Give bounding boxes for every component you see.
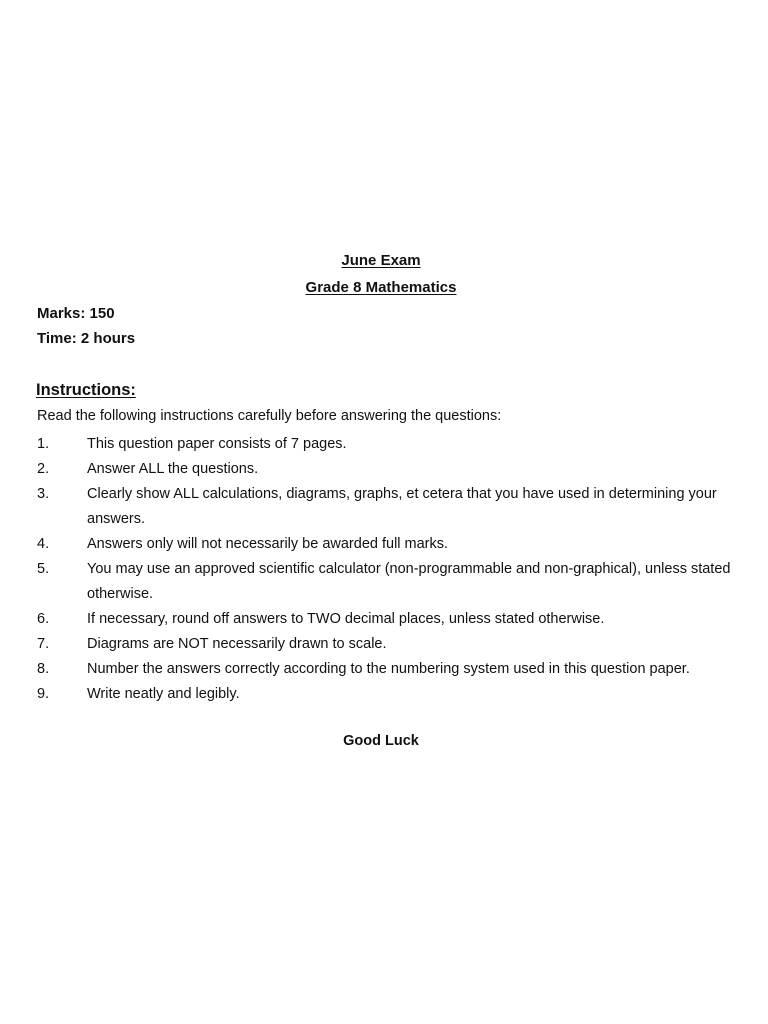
- instruction-text: If necessary, round off answers to TWO decimal places, unless stated otherwise.: [87, 611, 605, 627]
- time-label: Time: 2 hours: [37, 330, 136, 347]
- instruction-number: 9.: [37, 686, 50, 702]
- instruction-text: Write neatly and legibly.: [87, 686, 240, 702]
- instruction-number: 2.: [37, 461, 50, 477]
- instruction-number: 6.: [37, 611, 50, 627]
- instructions-heading: Instructions:: [36, 381, 136, 399]
- instruction-number: 8.: [37, 661, 50, 677]
- closing-message: Good Luck: [343, 733, 419, 749]
- instruction-item: [37, 632, 737, 657]
- instruction-number: 1.: [37, 436, 50, 452]
- marks-label: Marks: 150: [37, 305, 115, 322]
- exam-title-text: June Exam: [341, 252, 421, 269]
- instruction-item: [37, 457, 737, 482]
- instruction-text: Answer ALL the questions.: [87, 461, 259, 477]
- exam-subject-text: Grade 8 Mathematics: [305, 279, 457, 296]
- instruction-item: [37, 482, 737, 532]
- instruction-item: [37, 607, 737, 632]
- instruction-item: [37, 682, 737, 707]
- instructions-list: [37, 432, 737, 707]
- instruction-item: [37, 432, 737, 457]
- instruction-text: This question paper consists of 7 pages.: [87, 436, 347, 452]
- instruction-text: Answers only will not necessarily be awarded full marks.: [87, 536, 449, 552]
- exam-subject: [0, 279, 762, 297]
- instruction-text: Diagrams are NOT necessarily drawn to scale.: [87, 636, 387, 652]
- instruction-number: 4.: [37, 536, 50, 552]
- instruction-number: 5.: [37, 561, 50, 577]
- instruction-number: 3.: [37, 486, 50, 502]
- instructions-intro: Read the following instructions carefully before answering the questions:: [37, 408, 502, 424]
- instruction-item: [37, 657, 737, 682]
- instruction-item: [37, 557, 737, 607]
- instruction-item: [37, 532, 737, 557]
- instruction-text: You may use an approved scientific calculator (non-programmable and non-graphical), unless stated otherwise.: [87, 561, 731, 602]
- instruction-text: Number the answers correctly according to the numbering system used in this question paper.: [87, 661, 690, 677]
- instruction-number: 7.: [37, 636, 50, 652]
- instruction-text: Clearly show ALL calculations, diagrams, graphs, et cetera that you have used in determining your answers.: [87, 486, 717, 527]
- exam-title: [0, 252, 762, 270]
